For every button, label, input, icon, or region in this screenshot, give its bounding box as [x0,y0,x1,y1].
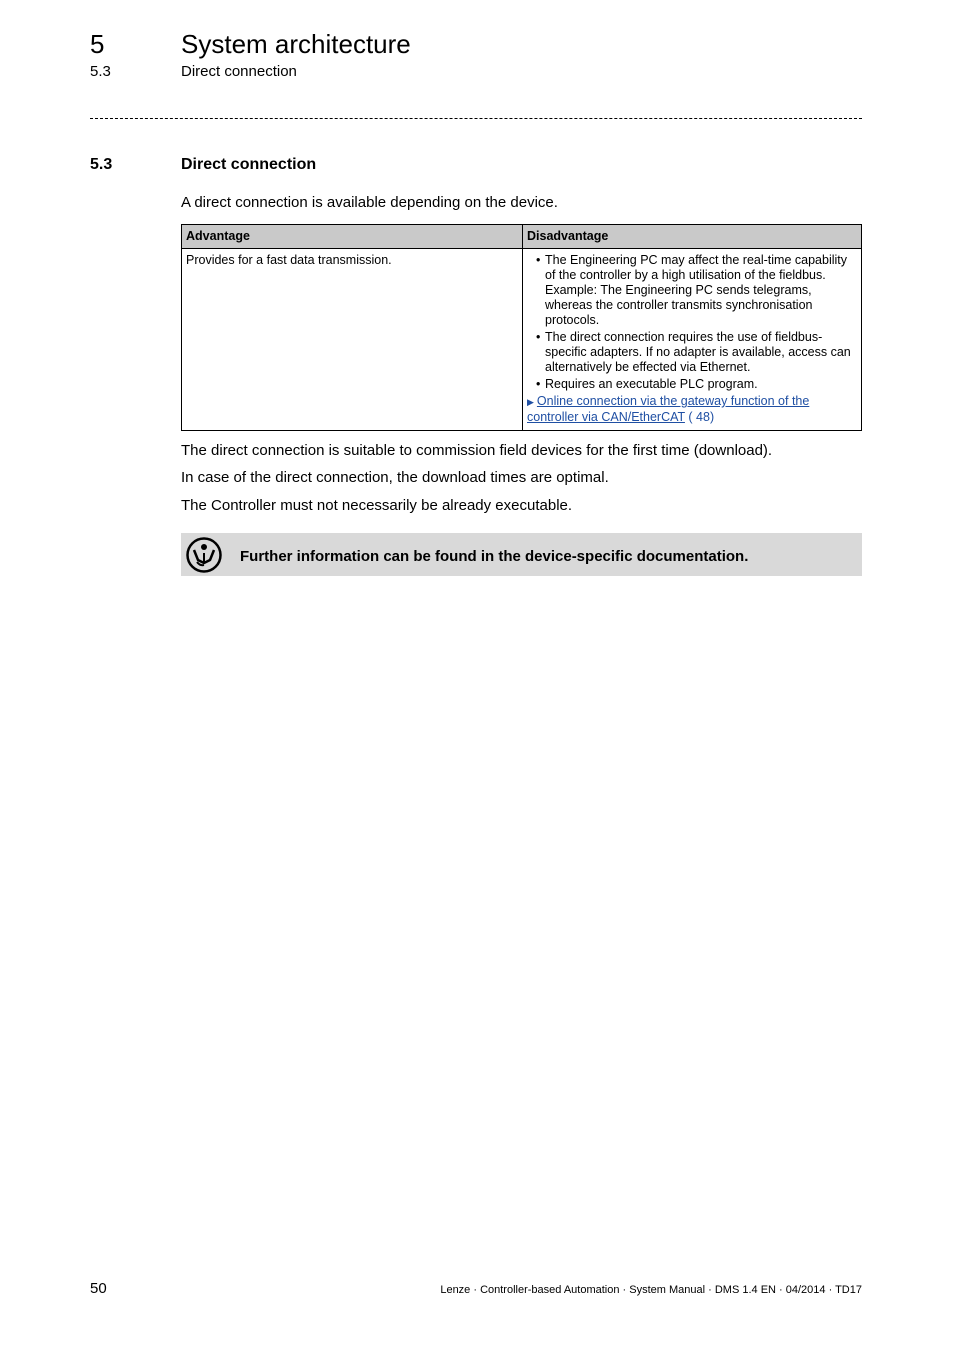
list-item: • The Engineering PC may affect the real-time capability of the controller by a high utilisation of the fieldbus. Example: The Engineering PC sends telegrams, whereas the controller transmits synchronisation protocols. [527,253,857,328]
note-text: Further information can be found in the device-specific documentation. [240,548,749,565]
triangle-right-icon: ▶ [527,397,534,407]
page-number: 50 [90,1280,107,1297]
column-header-disadvantage: Disadvantage [523,225,862,249]
chapter-number: 5 [90,29,105,59]
note-box [181,533,862,576]
section-title: Direct connection [181,156,317,173]
page-reference[interactable]: ( 48) [688,410,715,424]
online-connection-link[interactable]: Online connection via the gateway function of the controller via CAN/EtherCAT [527,394,810,424]
header-section-title: Direct connection [181,63,297,80]
disadvantage-list [527,253,857,392]
body-paragraph: The Controller must not necessarily be already executable. [181,497,573,514]
list-item: • Requires an executable PLC program. [527,377,857,392]
table-row [182,249,862,431]
advantage-cell: Provides for a fast data transmission. [182,249,523,431]
body-paragraph: In case of the direct connection, the download times are optimal. [181,469,609,486]
list-item: • The direct connection requires the use of fieldbus-specific adapters. If no adapter is available, access can alternatively be effected via Ethernet. [527,330,857,375]
table-header-row [182,225,862,249]
intro-paragraph: A direct connection is available depending on the device. [181,194,558,211]
body-paragraph: The direct connection is suitable to commission field devices for the first time (download). [181,442,773,459]
advantage-disadvantage-table [181,224,862,431]
column-header-advantage: Advantage [182,225,523,249]
chapter-title: System architecture [181,29,411,59]
header-divider [90,118,862,119]
disadvantage-cell [523,249,862,431]
header-section-number: 5.3 [90,63,111,80]
section-number: 5.3 [90,156,113,173]
footer-text: Lenze · Controller-based Automation · System Manual · DMS 1.4 EN · 04/2014 · TD17 [440,1284,862,1296]
cross-reference [527,394,857,425]
info-reader-icon [185,536,223,574]
